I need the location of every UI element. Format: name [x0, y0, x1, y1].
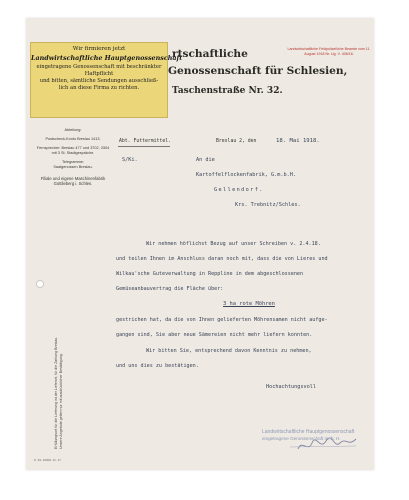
body-line: und teilen Ihnen im Anschluss daran noch mit, dass die von Lieres und	[116, 256, 328, 262]
body-line: Wilkau'sche Guteverwaltung in Reppline in dem abgeschlossenen	[116, 271, 304, 277]
postscheck-info: Postscheck-Konto Breslau 1413.	[45, 137, 101, 141]
closing-greeting: Hochachtungsvoll	[266, 384, 316, 390]
body-line: Gemüseanbauvertrag die Fläche über:	[116, 286, 224, 292]
letterhead-name-line1: rtschaftliche	[172, 48, 248, 60]
side-terms-note	[54, 229, 64, 449]
body-line: und uns dies zu bestätigen.	[116, 363, 199, 369]
sign-reference: S/Ki.	[122, 157, 138, 163]
department-label: Abteilung:	[64, 128, 82, 132]
recipient-district: Krs. Trebnitz/Schles.	[235, 202, 301, 208]
stamp-line2: eingetragene Genossenschaft m. b. H.	[262, 436, 341, 441]
sticker-new-firm-name: Landwirtschaftliche Hauptgenossenschaft	[31, 54, 183, 62]
letter-page	[26, 18, 374, 470]
recipient-an: An die	[196, 157, 215, 163]
red-stamp-note: Landwirtschaftliche Feldpolizeiliche Beamte vom 11. August 1918 Nr. Ug. V. 406/16.	[287, 47, 371, 56]
recipient-company: Kartoffelflockenfabrik, G.m.b.H.	[196, 172, 296, 178]
print-code: K. 29. 10000. 11. 17.	[34, 458, 62, 462]
firm-change-sticker	[30, 42, 183, 118]
body-line: Wir bitten Sie, entsprechend davon Kenntnis zu nehmen,	[146, 348, 312, 354]
company-stamp	[260, 429, 360, 455]
reference-rule	[118, 146, 170, 147]
sticker-line: und bitten, sämtliche Sendungen ausschließ-	[39, 78, 159, 84]
sticker-line: Wir firmieren jetzt	[72, 46, 126, 52]
highlighted-item: 3 ha rote Möhren	[223, 301, 275, 307]
stamp-line1: Landwirtschaftliche Hauptgenossenschaft	[262, 429, 355, 435]
side-note-line: Unsere Angebote gelten nur mit ausdrücklicher Bestätigung.	[59, 353, 63, 449]
body-line: gestrichen hat, da die von Ihnen gelieferten Möhrensamen nicht aufge-	[116, 317, 328, 323]
body-line: Wir nehmen höflichst Bezug auf unser Schreiben v. 2.4.18.	[146, 241, 321, 247]
punch-hole	[36, 280, 44, 288]
branch-info: Filiale und eigene Maschinenfabrik Gottlieberg i. Schles.	[40, 176, 106, 186]
letterhead-name-line2: Genossenschaft für Schlesien,	[168, 65, 348, 77]
city-line: Breslau 2, den	[216, 139, 257, 144]
body-line: gangen sind, Sie aber neue Sämereien nicht mehr liefern konnten.	[116, 332, 313, 338]
sender-info-column	[34, 128, 112, 186]
signature-scribble	[260, 429, 360, 455]
side-note-line: Erfüllungsort für die Lieferung ist der Lieferort, für die Zahlung Breslau.	[54, 336, 58, 449]
letter-date: 18. Mai 1918.	[276, 138, 320, 144]
telegram-label: Telegramme:	[62, 160, 84, 164]
recipient-place: Gellendorf.	[214, 187, 264, 193]
sticker-line: eingetragene Genossenschaft mit beschränkter Haftpflicht	[36, 64, 162, 77]
department-reference: Abt. Futtermittel.	[119, 139, 171, 144]
sticker-line: lich an diese Firma zu richten.	[58, 85, 140, 91]
phone-info: Fernsprecher: Breslau 477 und 3702, 3304 mit 3 St. Stadtgespräche.	[36, 146, 110, 155]
letterhead-address: Taschenstraße Nr. 32.	[172, 86, 283, 96]
telegram-value: Saatgenossen Breslau.	[53, 165, 93, 169]
